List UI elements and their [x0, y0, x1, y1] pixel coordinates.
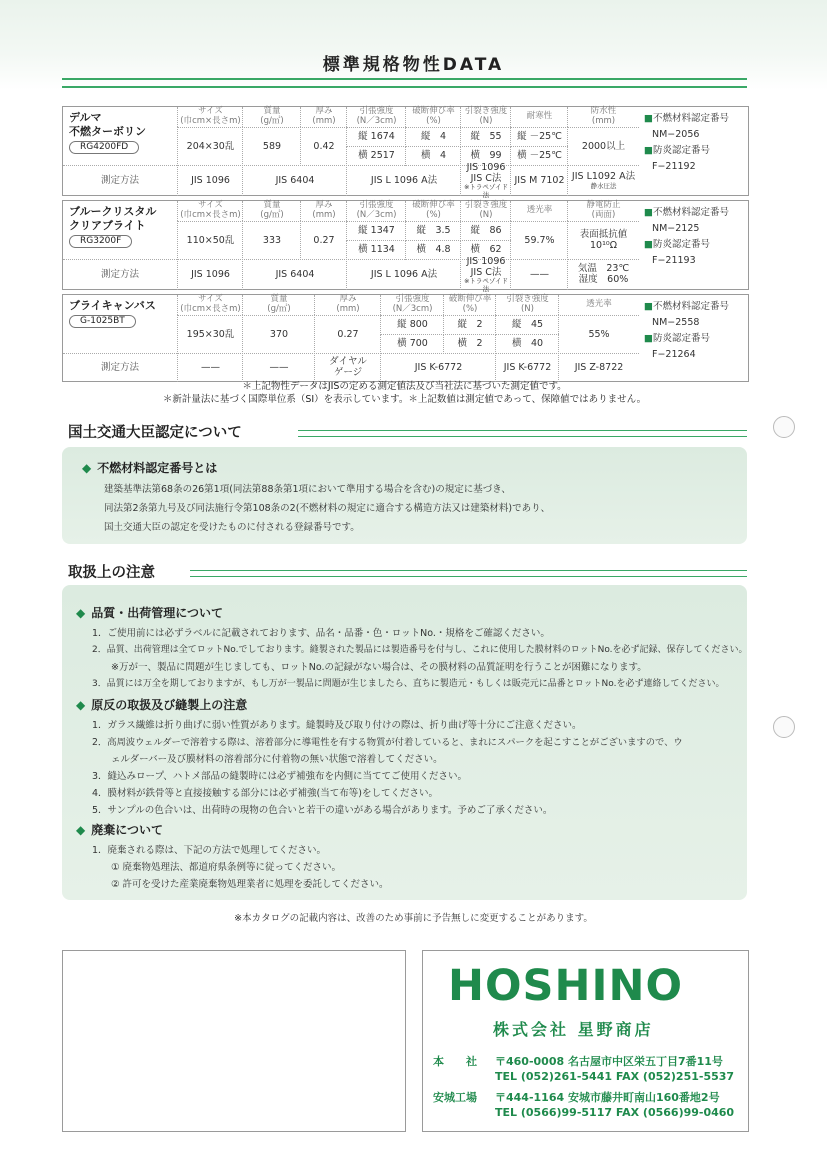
method-text: JIS 1096 JIS C法 [466, 161, 506, 184]
company-name: 株式会社 星野商店 [493, 1020, 654, 1039]
column-header: 破断伸び率 (%) [405, 201, 461, 221]
data-notes [62, 380, 747, 407]
product-code-badge: RG4200FD [69, 141, 139, 154]
column-header: 耐寒性 [510, 107, 568, 127]
handling-line: 1．ガラス繊維は折り曲げに弱い性質があります。縫製時及び取り付けの際は、折り曲げ等十分にご注意ください。 [92, 720, 582, 731]
column-header: 引張強度 (N／3cm) [380, 295, 444, 315]
method-cell: JIS 1096 [177, 259, 243, 290]
method-label: 測定方法 [63, 259, 177, 290]
value-cell: 横 1134 [346, 240, 406, 260]
product-name [63, 295, 177, 353]
value-cell: 横 4.8 [405, 240, 461, 260]
value-cell: 2000以上 [567, 127, 639, 166]
factory-label: 安城工場 [433, 1091, 477, 1104]
diamond-icon: ◆ [76, 823, 86, 837]
handling-line: ① 廃棄物処理法、都道府県条例等に従ってください。 [92, 862, 342, 873]
handling-line: 1．廃棄される際は、下記の方法で処理してください。 [92, 845, 327, 856]
value-cell: 横 62 [460, 240, 511, 260]
value-cell: 横 99 [460, 146, 511, 166]
product-name [63, 201, 177, 259]
catalog-footnote: ※本カタログの記載内容は、改善のため事前に予告無しに変更することがあります。 [234, 913, 593, 924]
product-name [63, 107, 177, 165]
certification-heading: ◆ 不燃材料認定番号とは [82, 461, 218, 475]
value-cell: 333 [242, 221, 301, 260]
certification-box [62, 447, 747, 544]
value-cell: 横 －25℃ [510, 146, 568, 166]
method-cell [460, 161, 511, 199]
column-header: サイズ (巾cm×長さm) [177, 107, 243, 127]
column-header: 質量 (g/㎡) [242, 201, 301, 221]
method-cell: JIS Z-8722 [558, 353, 639, 382]
factory-phone: TEL (0566)99-5117 FAX (0566)99-0460 [495, 1106, 735, 1119]
certification-numbers [638, 107, 748, 180]
product-table [62, 106, 749, 199]
column-header: 防水性 (mm) [567, 107, 639, 127]
diamond-icon: ◆ [76, 698, 86, 712]
method-cell: JIS 6404 [242, 165, 347, 196]
value-cell: 59.7% [510, 221, 568, 260]
column-header: 引裂き強度 (N) [460, 201, 511, 221]
value-cell: 表面抵抗値 10¹⁰Ω [567, 221, 639, 260]
value-cell: 横 2517 [346, 146, 406, 166]
hq-phone: TEL (052)261-5441 FAX (052)251-5537 [495, 1070, 735, 1083]
value-cell: 0.27 [314, 315, 381, 354]
method-subtext: ※トラペゾイド法 [463, 277, 509, 293]
value-cell: 縦 －25℃ [510, 127, 568, 147]
column-header: 引裂き強度 (N) [495, 295, 559, 315]
binder-hole-bottom [773, 716, 795, 738]
section-rule [298, 430, 747, 437]
method-cell: JIS K-6772 [380, 353, 496, 382]
column-header: 静電防止 (両面) [567, 201, 639, 221]
handling-heading-sewing: ◆ 原反の取扱及び縫製上の注意 [76, 698, 248, 712]
hoshino-logo: HOSHINO [448, 961, 684, 1011]
column-header: 厚み (mm) [300, 201, 347, 221]
value-cell: 370 [242, 315, 315, 354]
cert-number: F−21264 [652, 349, 696, 361]
value-cell: 縦 3.5 [405, 221, 461, 241]
handling-line: 4．膜材料が鉄骨等と直接接触する部分には必ず補強(当て布等)をしてください。 [92, 788, 438, 799]
value-cell: 縦 800 [380, 315, 444, 335]
page-title: 標準規格物性DATA [322, 55, 505, 75]
section-title-handling: 取扱上の注意 [68, 565, 155, 581]
value-cell: 縦 2 [443, 315, 496, 335]
value-cell: 縦 45 [495, 315, 559, 335]
value-cell: 横 40 [495, 334, 559, 354]
handling-box [62, 585, 747, 900]
method-cell: JIS L 1096 A法 [346, 259, 461, 290]
value-cell: 横 2 [443, 334, 496, 354]
column-header: 破断伸び率 (%) [405, 107, 461, 127]
value-cell: 縦 86 [460, 221, 511, 241]
column-header: 透光率 [510, 201, 568, 221]
method-cell: JIS 6404 [242, 259, 347, 290]
value-cell: 195×30乱 [177, 315, 243, 354]
handling-line: ェルダーバー及び膜材料の溶着部分に付着物の無い状態で溶着してください。 [92, 754, 443, 765]
cert-number: NM−2056 [652, 129, 700, 141]
certification-text: 同法第2条第九号及び同法施行令第108条の2(不燃材料の規定に適合する構造方法又は建築材料)であり、 [104, 503, 551, 514]
value-cell: 縦 4 [405, 127, 461, 147]
method-text: JIS L1092 A法 [571, 170, 636, 182]
value-cell: 110×50乱 [177, 221, 243, 260]
column-header: 厚み (mm) [314, 295, 381, 315]
method-cell: JIS M 7102 [510, 165, 568, 196]
section-title-certification: 国土交通大臣認定について [68, 425, 242, 441]
method-subtext: ※トラペゾイド法 [463, 183, 509, 199]
product-code-badge: RG3200F [69, 235, 132, 248]
cert-label: ■不燃材料認定番号 [644, 207, 729, 218]
note-line: ＊新計量法に基づく国際単位系（SI）を表示しています。＊上記数値は測定値であって、保障値ではありません。 [162, 394, 647, 406]
diamond-icon: ◆ [82, 461, 92, 475]
handling-line: ② 許可を受けた産業廃棄物処理業者に処理を委託してください。 [92, 879, 389, 890]
method-cell: JIS 1096 [177, 165, 243, 196]
value-cell: 589 [242, 127, 301, 166]
value-cell: 縦 55 [460, 127, 511, 147]
cert-number: NM−2558 [652, 317, 700, 329]
diamond-icon: ◆ [76, 606, 86, 620]
cert-number: NM−2125 [652, 223, 700, 235]
product-name-text: ブライキャンバス [69, 299, 156, 312]
hq-address: 〒460-0008 名古屋市中区栄五丁目7番11号 [495, 1055, 723, 1068]
column-header: 破断伸び率 (%) [443, 295, 496, 315]
handling-line: 2．品質、出荷管理は全てロットNo.でしております。縫製された製品には製造番号を付与し、これに使用した膜材料のロットNo.を必ず記録、保存してください。 [92, 645, 748, 655]
value-cell: 横 700 [380, 334, 444, 354]
handling-line: ※万が一、製品に問題が生じましても、ロットNo.の記録がない場合は、その膜材料の品質証明を行うことが困難になります。 [92, 662, 647, 673]
cert-label: ■不燃材料認定番号 [644, 113, 729, 124]
method-cell: 気温 23℃ 湿度 60% [567, 259, 639, 290]
certification-text: 国土交通大臣の認定を受けたものに付される登録番号です。 [104, 522, 360, 533]
handling-line: 5．サンプルの色合いは、出荷時の現物の色合いと若干の違いがある場合があります。予めご了承ください。 [92, 805, 553, 816]
column-header: サイズ (巾cm×長さm) [177, 201, 243, 221]
value-cell: 204×30乱 [177, 127, 243, 166]
method-cell: —— [177, 353, 243, 382]
handling-heading-quality: ◆ 品質・出荷管理について [76, 606, 223, 620]
hq-label: 本 社 [433, 1055, 477, 1068]
method-cell: JIS K-6772 [495, 353, 559, 382]
cert-number: F−21193 [652, 255, 696, 267]
column-header: 厚み (mm) [300, 107, 347, 127]
method-text: JIS 1096 JIS C法 [466, 255, 506, 278]
certification-text: 建築基準法第68条の26第1項(同法第88条第1項において準用する場合を含む)の規定に基づき、 [104, 484, 511, 495]
method-cell: —— [242, 353, 315, 382]
certification-numbers [638, 295, 748, 368]
method-cell [460, 255, 511, 293]
value-cell: 55% [558, 315, 639, 354]
column-header: 引張強度 (N／3cm) [346, 107, 406, 127]
header-band [0, 0, 827, 90]
method-label: 測定方法 [63, 165, 177, 196]
column-header: 引張強度 (N／3cm) [346, 201, 406, 221]
product-name-text: ブルークリスタル クリアブライト [69, 205, 157, 232]
factory-address: 〒444-1164 安城市藤井町南山160番地2号 [495, 1091, 720, 1104]
product-code-badge: G-1025BT [69, 315, 136, 328]
method-cell: JIS L 1096 A法 [346, 165, 461, 196]
cert-label: ■防炎認定番号 [644, 145, 710, 157]
method-cell [567, 165, 639, 196]
cert-label: ■不燃材料認定番号 [644, 301, 729, 312]
certification-numbers [638, 201, 748, 274]
product-table [62, 200, 749, 293]
cert-label: ■防炎認定番号 [644, 333, 710, 345]
method-subtext: 静水圧法 [590, 181, 617, 190]
value-cell: 縦 1347 [346, 221, 406, 241]
value-cell: 0.27 [300, 221, 347, 260]
method-cell: ダイヤル ゲージ [314, 353, 381, 382]
product-name-text: デルマ 不燃ターボリン [69, 111, 146, 138]
method-cell: —— [510, 259, 568, 290]
section-rule [190, 570, 747, 577]
value-cell: 縦 1674 [346, 127, 406, 147]
column-header: サイズ (巾cm×長さm) [177, 295, 243, 315]
binder-hole-top [773, 416, 795, 438]
column-header: 引裂き強度 (N) [460, 107, 511, 127]
value-cell: 横 4 [405, 146, 461, 166]
product-table [62, 294, 749, 382]
column-header: 透光率 [558, 295, 639, 315]
cert-number: F−21192 [652, 161, 696, 173]
blank-stamp-box [62, 950, 406, 1132]
handling-line: 3．縫込みロープ、ハトメ部品の縫製時には必ず補強布を内側に当ててご使用ください。 [92, 771, 468, 782]
handling-line: 1．ご使用前には必ずラベルに記載されております、品名・品番・色・ロットNo.・規格をご確認ください。 [92, 628, 550, 639]
cert-label: ■防炎認定番号 [644, 239, 710, 251]
note-line: ＊上記物性データはJISの定める測定値法及び当社法に基づいた測定値です。 [242, 381, 567, 392]
handling-line: 2．高周波ウェルダーで溶着する際は、溶着部分に導電性を有する物質が付着していると、まれにスパークを起こすことがございますので、ウ [92, 737, 683, 748]
column-header: 質量 (g/㎡) [242, 107, 301, 127]
handling-heading-disposal: ◆ 廃棄について [76, 823, 163, 837]
column-header: 質量 (g/㎡) [242, 295, 315, 315]
handling-line: 3．品質には万全を期しておりますが、もし万が一製品に問題が生じましたら、直ちに製造元・もしくは販売元に品番とロットNo.を必ず連絡してください。 [92, 679, 725, 689]
method-label: 測定方法 [63, 353, 177, 382]
value-cell: 0.42 [300, 127, 347, 166]
company-box [422, 950, 749, 1132]
title-rule [62, 78, 747, 88]
